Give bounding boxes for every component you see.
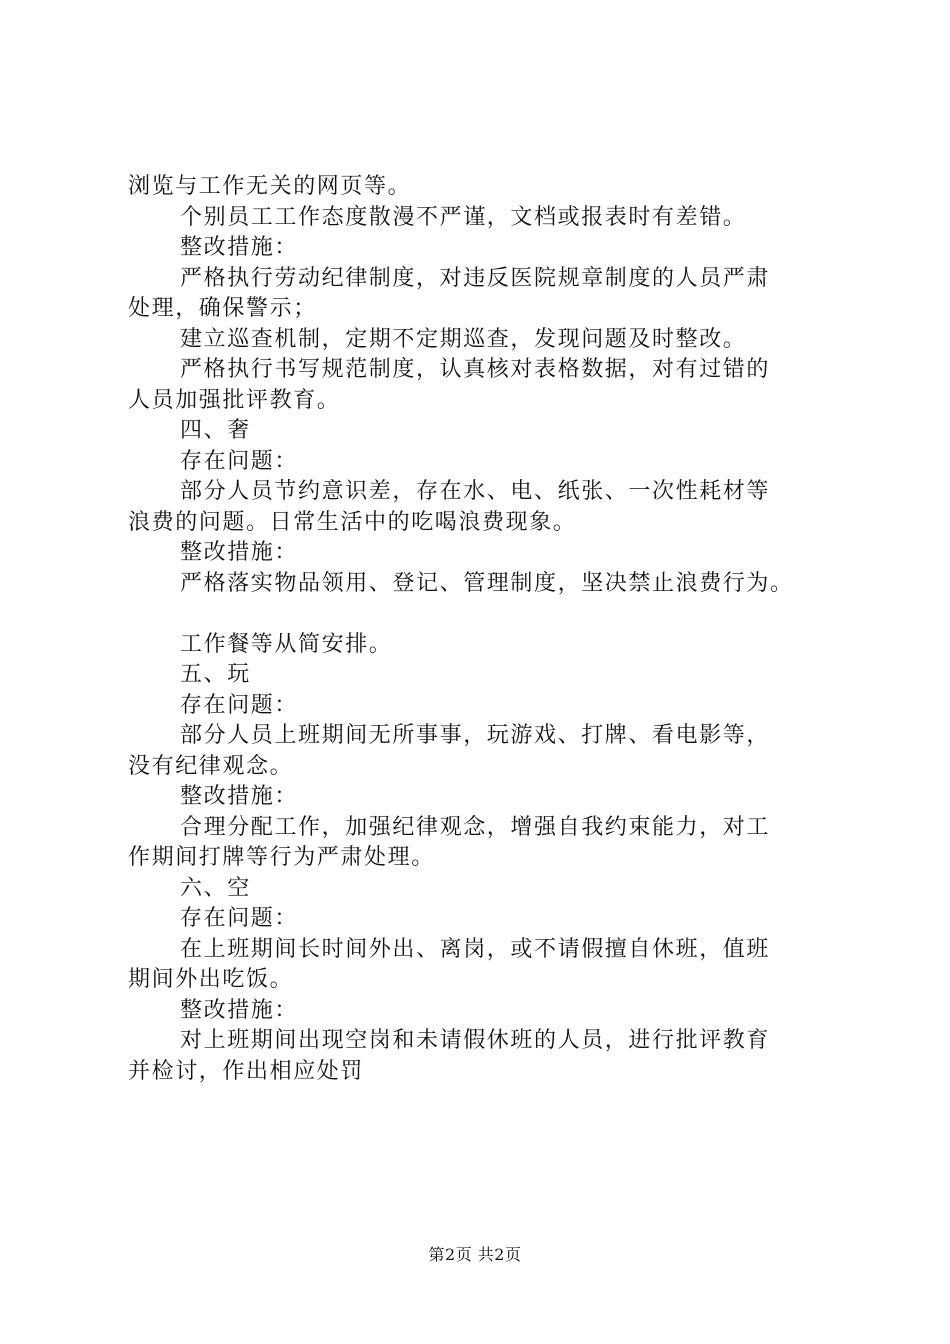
text-line: 在上班期间长时间外出、离岗，或不请假擅自休班，值班 <box>180 936 771 962</box>
text-line: 工作餐等从简安排。 <box>180 631 393 657</box>
text-line: 浏览与工作无关的网页等。 <box>128 174 412 199</box>
document-body <box>128 172 840 1087</box>
text-line: 严格执行书写规范制度，认真核对表格数据，对有过错的 <box>180 357 771 382</box>
section-subheading: 整改措施： <box>180 784 299 809</box>
text-line: 处理，确保警示； <box>128 296 317 321</box>
text-line: 个别员工工作态度散漫不严谨，文档或报表时有差错。 <box>180 204 747 230</box>
blank-line <box>128 599 840 630</box>
text-line: 期间外出吃饭。 <box>128 967 294 992</box>
text-line: 作期间打牌等行为严肃处理。 <box>128 845 435 870</box>
text-line: 合理分配工作，加强纪律观念，增强自我约束能力，对工 <box>180 814 771 840</box>
text-line: 浪费的问题。日常生活中的吃喝浪费现象。 <box>128 509 577 535</box>
text-line: 没有纪律观念。 <box>128 753 294 779</box>
text-line: 严格落实物品领用、登记、管理制度，坚决禁止浪费行为。 <box>180 570 794 596</box>
text-line: 对上班期间出现空岗和未请假休班的人员，进行批评教育 <box>180 1028 771 1053</box>
section-heading: 四、奢 <box>180 418 251 443</box>
page-number-footer: 第2页 共2页 <box>428 1245 522 1264</box>
section-subheading: 整改措施： <box>180 235 299 260</box>
section-subheading: 存在问题： <box>180 906 299 931</box>
section-heading: 五、玩 <box>180 662 251 687</box>
text-line: 严格执行劳动纪律制度，对违反医院规章制度的人员严肃 <box>180 265 771 291</box>
section-subheading: 存在问题： <box>180 448 299 474</box>
text-line: 并检讨，作出相应处罚 <box>128 1058 365 1084</box>
section-subheading: 整改措施： <box>180 997 299 1023</box>
section-subheading: 整改措施： <box>180 540 299 565</box>
section-subheading: 存在问题： <box>180 692 299 718</box>
text-line: 人员加强批评教育。 <box>128 387 341 413</box>
text-line: 部分人员节约意识差，存在水、电、纸张、一次性耗材等 <box>180 479 771 504</box>
section-heading: 六、空 <box>180 875 251 901</box>
text-line: 部分人员上班期间无所事事，玩游戏、打牌、看电影等， <box>180 723 771 748</box>
text-line: 建立巡查机制，定期不定期巡查，发现问题及时整改。 <box>180 326 747 352</box>
